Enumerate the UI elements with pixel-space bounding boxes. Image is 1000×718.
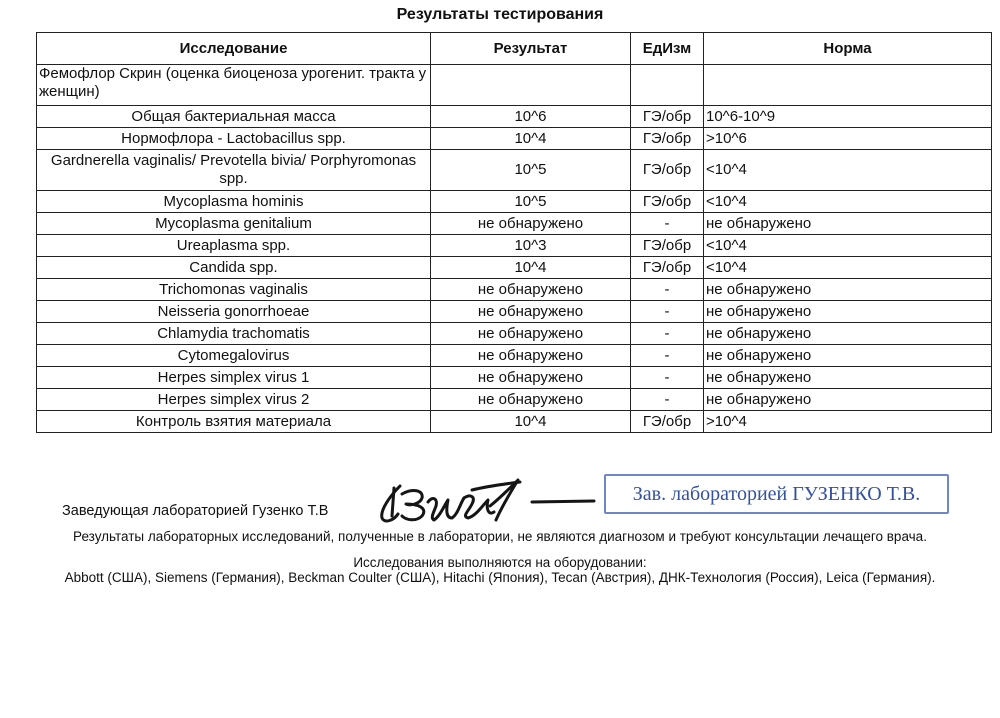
cell-test: Общая бактериальная масса [37,106,431,128]
cell-result: не обнаружено [431,213,631,235]
signature-icon [372,476,597,526]
cell-result: 10^4 [431,411,631,433]
cell-norm: не обнаружено [704,301,992,323]
table-row [37,128,992,150]
cell-unit: - [631,279,704,301]
cell-test: Контроль взятия материала [37,411,431,433]
table-row [37,191,992,213]
cell-result: не обнаружено [431,323,631,345]
cell-result: 10^5 [431,191,631,213]
cell-unit: - [631,301,704,323]
cell-test: Ureaplasma spp. [37,235,431,257]
cell-norm: 10^6-10^9 [704,106,992,128]
cell-norm: не обнаружено [704,279,992,301]
cell-result: не обнаружено [431,301,631,323]
cell-norm: >10^4 [704,411,992,433]
cell-test: Фемофлор Скрин (оценка биоценоза урогенит. тракта у женщин) [37,65,431,106]
cell-test: Herpes simplex virus 1 [37,367,431,389]
cell-result: 10^6 [431,106,631,128]
cell-result: не обнаружено [431,279,631,301]
table-header-row [37,33,992,65]
cell-test: Mycoplasma genitalium [37,213,431,235]
cell-test: Trichomonas vaginalis [37,279,431,301]
cell-unit [631,65,704,106]
header-unit: ЕдИзм [631,33,704,65]
equipment-list: Abbott (США), Siemens (Германия), Beckman Coulter (США), Hitachi (Япония), Tecan (Австрия), ДНК-Технология (Россия), Leica (Германия). [64,570,936,585]
table-row [37,411,992,433]
cell-result: не обнаружено [431,367,631,389]
cell-test: Нормофлора - Lactobacillus spp. [37,128,431,150]
results-table [36,32,992,433]
cell-norm: не обнаружено [704,389,992,411]
table-row [37,279,992,301]
cell-result: не обнаружено [431,389,631,411]
table-row [37,389,992,411]
table-row [37,367,992,389]
table-row [37,323,992,345]
cell-unit: ГЭ/обр [631,191,704,213]
cell-test: Herpes simplex virus 2 [37,389,431,411]
cell-norm: не обнаружено [704,367,992,389]
cell-norm: <10^4 [704,191,992,213]
cell-unit: - [631,367,704,389]
cell-unit: ГЭ/обр [631,257,704,279]
table-row [37,106,992,128]
cell-norm: >10^6 [704,128,992,150]
cell-unit: - [631,345,704,367]
cell-test: Gardnerella vaginalis/ Prevotella bivia/ Porphyromonas spp. [37,150,431,191]
table-row [37,150,992,191]
header-test: Исследование [37,33,431,65]
cell-result: 10^3 [431,235,631,257]
lab-head-stamp: Зав. лабораторией ГУЗЕНКО Т.В. [604,474,949,514]
header-norm: Норма [704,33,992,65]
cell-result: 10^5 [431,150,631,191]
cell-result: 10^4 [431,128,631,150]
cell-norm: не обнаружено [704,213,992,235]
cell-test: Candida spp. [37,257,431,279]
cell-unit: ГЭ/обр [631,411,704,433]
cell-norm: <10^4 [704,235,992,257]
cell-test: Cytomegalovirus [37,345,431,367]
cell-unit: ГЭ/обр [631,235,704,257]
cell-unit: - [631,213,704,235]
table-row [37,65,992,106]
cell-result: 10^4 [431,257,631,279]
cell-unit: - [631,323,704,345]
cell-norm [704,65,992,106]
table-row [37,213,992,235]
cell-norm: не обнаружено [704,345,992,367]
cell-test: Chlamydia trachomatis [37,323,431,345]
table-row [37,301,992,323]
cell-norm: не обнаружено [704,323,992,345]
header-result: Результат [431,33,631,65]
cell-unit: ГЭ/обр [631,128,704,150]
head-of-lab-label: Заведующая лабораторией Гузенко Т.В [62,503,329,519]
table-row [37,257,992,279]
cell-unit: - [631,389,704,411]
document-title: Результаты тестирования [396,6,604,23]
cell-unit: ГЭ/обр [631,150,704,191]
cell-norm: <10^4 [704,257,992,279]
cell-test: Mycoplasma hominis [37,191,431,213]
cell-unit: ГЭ/обр [631,106,704,128]
cell-result [431,65,631,106]
cell-norm: <10^4 [704,150,992,191]
cell-result: не обнаружено [431,345,631,367]
table-row [37,235,992,257]
equipment-title: Исследования выполняются на оборудовании: [353,555,647,570]
disclaimer-text: Результаты лабораторных исследований, полученные в лаборатории, не являются диагнозом и требуют консультации лечащего врача. [73,529,927,544]
table-row [37,345,992,367]
cell-test: Neisseria gonorrhoeae [37,301,431,323]
